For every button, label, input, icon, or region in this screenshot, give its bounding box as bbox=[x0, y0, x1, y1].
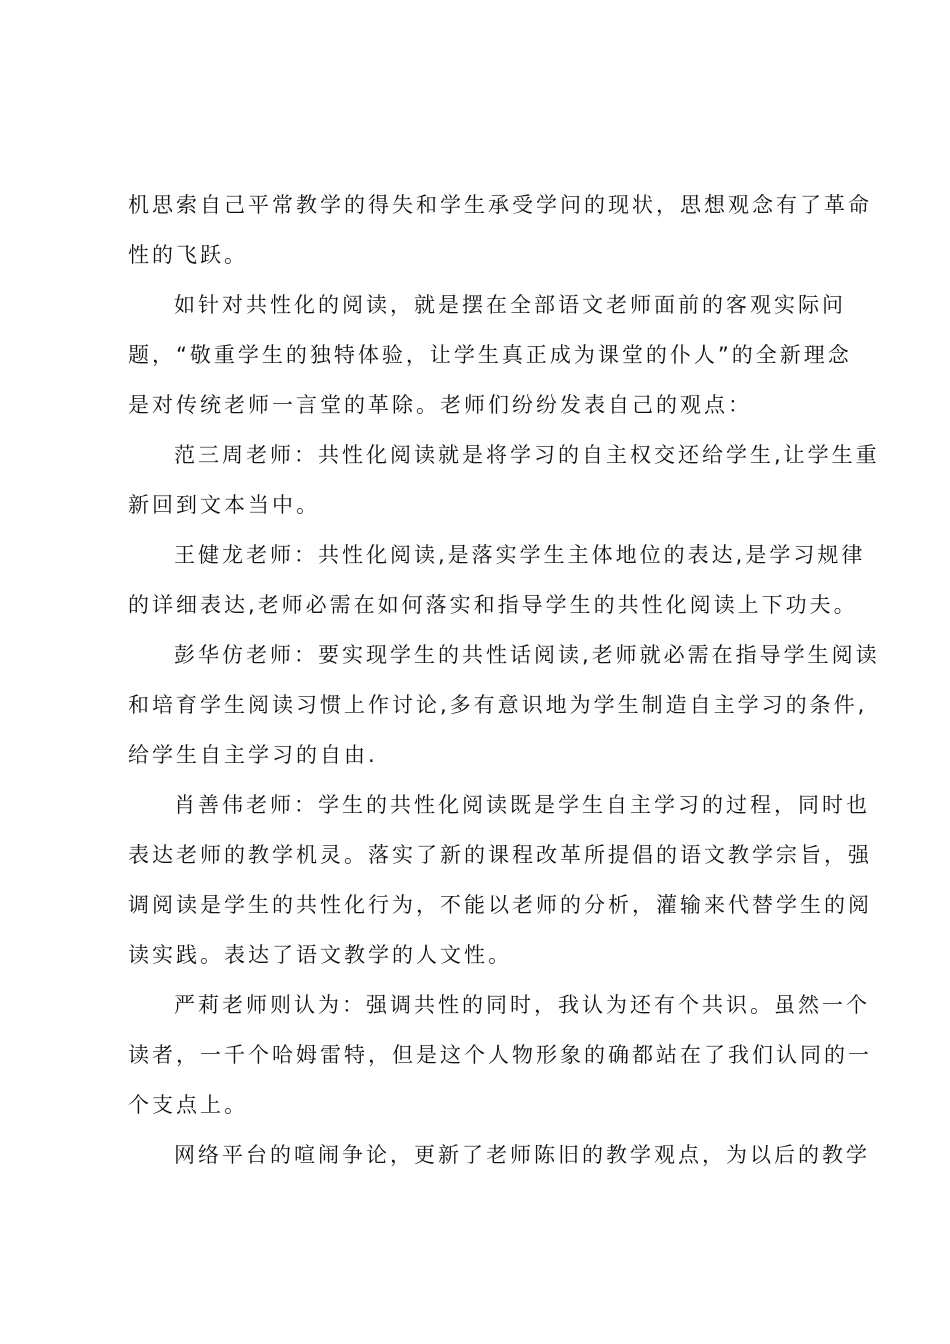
text-line: 表达老师的教学机灵。落实了新的课程改革所提倡的语文教学宗旨，强 bbox=[128, 843, 872, 867]
text-line: 的详细表达,老师必需在如何落实和指导学生的共性化阅读上下功夫。 bbox=[128, 593, 858, 617]
paragraph-start-line: 范三周老师：共性化阅读就是将学习的自主权交还给学生,让学生重 bbox=[174, 443, 880, 467]
text-line: 读实践。表达了语文教学的人文性。 bbox=[128, 943, 512, 967]
paragraph-start-line: 肖善伟老师：学生的共性化阅读既是学生自主学习的过程，同时也 bbox=[174, 793, 870, 817]
text-line: 新回到文本当中。 bbox=[128, 493, 320, 517]
paragraph-start-line: 王健龙老师：共性化阅读,是落实学生主体地位的表达,是学习规律 bbox=[174, 543, 866, 567]
paragraph-start-line: 如针对共性化的阅读，就是摆在全部语文老师面前的客观实际问 bbox=[174, 293, 846, 317]
text-line: 性的飞跃。 bbox=[128, 243, 248, 267]
text-line: 个支点上。 bbox=[128, 1093, 248, 1117]
paragraph-start-line: 严莉老师则认为：强调共性的同时，我认为还有个共识。虽然一个 bbox=[174, 993, 870, 1017]
text-line: 题，“敬重学生的独特体验，让学生真正成为课堂的仆人”的全新理念 bbox=[128, 343, 852, 367]
text-line: 机思索自己平常教学的得失和学生承受学问的现状，思想观念有了革命 bbox=[128, 193, 872, 217]
paragraph-start-line: 网络平台的喧闹争论，更新了老师陈旧的教学观点，为以后的教学 bbox=[174, 1143, 870, 1167]
text-line: 给学生自主学习的自由. bbox=[128, 743, 378, 767]
text-line: 和培育学生阅读习惯上作讨论,多有意识地为学生制造自主学习的条件, bbox=[128, 693, 868, 717]
text-line: 读者，一千个哈姆雷特，但是这个人物形象的确都站在了我们认同的一 bbox=[128, 1043, 872, 1067]
paragraph-start-line: 彭华仿老师：要实现学生的共性话阅读,老师就必需在指导学生阅读 bbox=[174, 643, 880, 667]
text-line: 是对传统老师一言堂的革除。老师们纷纷发表自己的观点： bbox=[128, 393, 752, 417]
text-line: 调阅读是学生的共性化行为，不能以老师的分析，灌输来代替学生的阅 bbox=[128, 893, 872, 917]
